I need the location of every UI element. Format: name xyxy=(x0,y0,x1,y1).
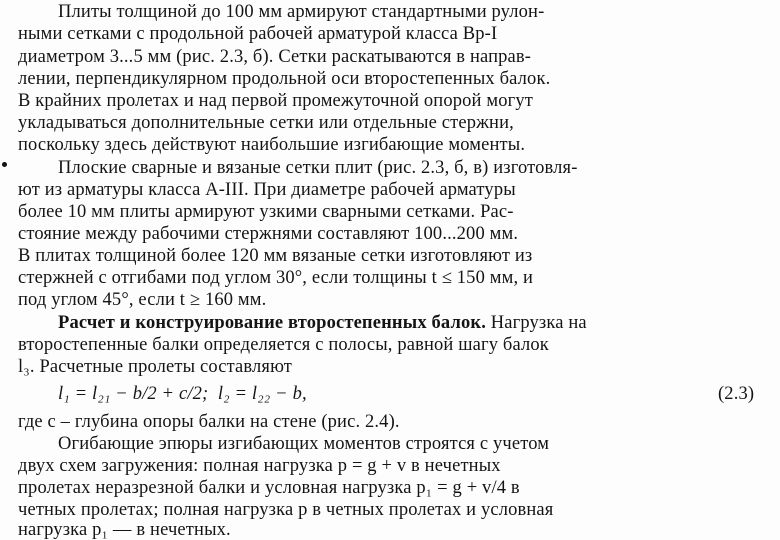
paragraph-2-line-1: Плоские сварные и вязаные сетки плит (рис. 2.3, б, в) изготовля- xyxy=(58,158,578,178)
margin-dot xyxy=(2,162,7,167)
paragraph-2-line-5: В плитах толщиной более 120 мм вязаные сетки изготовляют из xyxy=(18,246,533,266)
paragraph-2-line-6: стержней с отгибами под углом 30°, если толщины t ≤ 150 мм, и xyxy=(18,268,534,288)
paragraph-2-line-2: ют из арматуры класса А-III. При диаметре рабочей арматуры xyxy=(18,180,516,200)
paragraph-1-line-6: укладываться дополнительные сетки или отдельные стержни, xyxy=(18,113,514,133)
formula-2-3: l₁ = l₂₁ − b/2 + c/2; l₂ = l₂₂ − b, xyxy=(58,384,307,404)
paragraph-4-line-3: пролетах неразрезной балки и условная нагрузка p₁ = g + v/4 в xyxy=(18,478,520,498)
paragraph-2-line-3: более 10 мм плиты армируют узкими сварными сетками. Рас- xyxy=(18,202,514,222)
paragraph-4-line-1: Огибающие эпюры изгибающих моментов строятся с учетом xyxy=(58,434,550,454)
paragraph-3-line-2: второстепенные балки определяется с полосы, равной шагу балок xyxy=(18,335,549,355)
paragraph-1-line-3: диаметром 3...5 мм (рис. 2.3, б). Сетки раскатываются в направ- xyxy=(18,47,532,67)
paragraph-3-line-1 xyxy=(58,313,587,333)
paragraph-1-line-1: Плиты толщиной до 100 мм армируют стандартными рулон- xyxy=(58,2,545,22)
section-heading: Расчет и конструирование второстепенных балок. xyxy=(58,313,486,333)
formula-note: где c – глубина опоры балки на стене (рис. 2.4). xyxy=(18,412,400,432)
cut-off-next-line xyxy=(360,528,760,540)
paragraph-2-line-7: под углом 45°, если t ≥ 160 мм. xyxy=(18,290,267,310)
paragraph-1-line-7: поскольку здесь действуют наибольшие изгибающие моменты. xyxy=(18,135,526,155)
paragraph-1-line-4: лении, перпендикулярном продольной оси второстепенных балок. xyxy=(18,69,551,89)
formula-number: (2.3) xyxy=(718,384,755,404)
paragraph-3-line-3: l₃. Расчетные пролеты составляют xyxy=(18,357,293,377)
paragraph-2-line-4: стояние между рабочими стержнями составляют 100...200 мм. xyxy=(18,224,519,244)
paragraph-4-line-5: нагрузка p₁ — в нечетных. xyxy=(18,520,231,540)
paragraph-4-line-2: двух схем загружения: полная нагрузка p = g + v в нечетных xyxy=(18,456,501,476)
paragraph-1-line-5: В крайних пролетах и над первой промежуточной опорой могут xyxy=(18,91,534,111)
paragraph-4-line-4: четных пролетах; полная нагрузка p в четных пролетах и условная xyxy=(18,500,554,520)
paragraph-3-line-1-rest: Нагрузка на xyxy=(485,313,587,333)
paragraph-1-line-2: ными сетками с продольной рабочей арматурой класса Вр-I xyxy=(18,24,498,44)
